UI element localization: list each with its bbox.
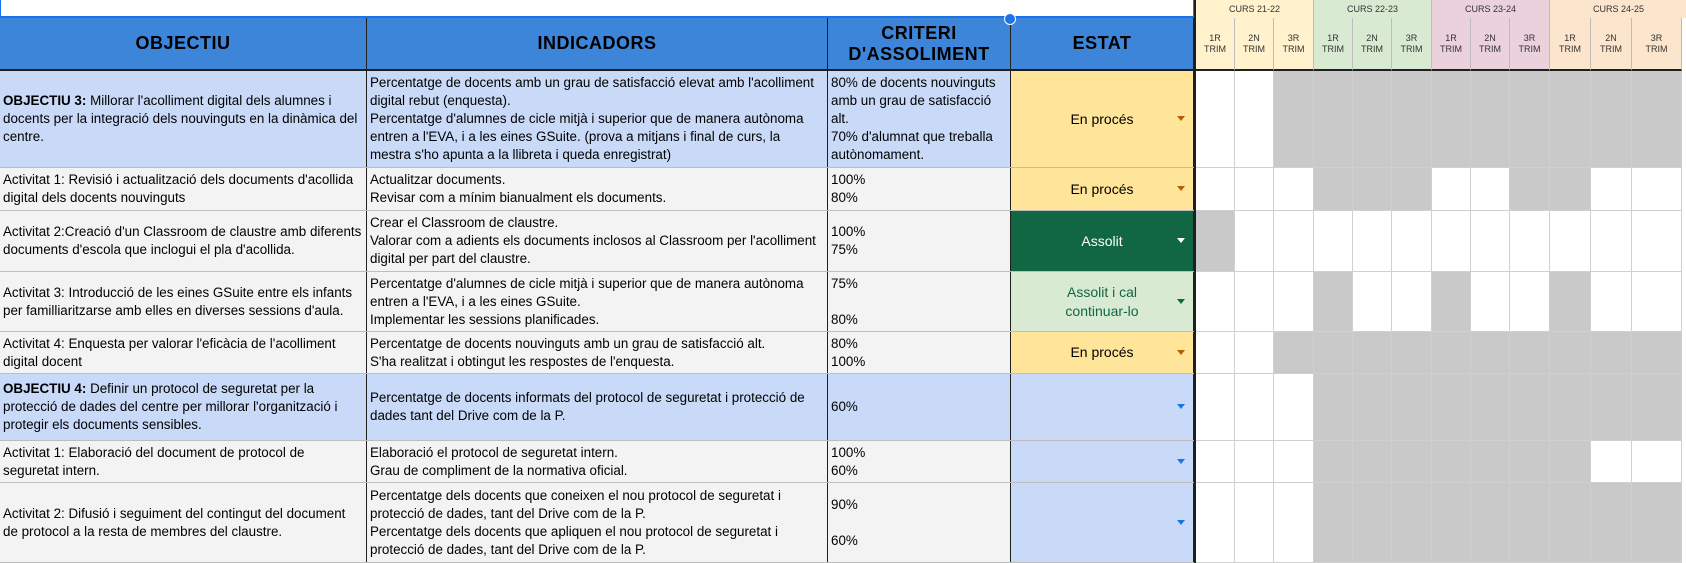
schedule-cell[interactable] bbox=[1392, 441, 1432, 483]
schedule-cell[interactable] bbox=[1353, 374, 1392, 441]
schedule-cell[interactable] bbox=[1392, 272, 1432, 332]
schedule-cell[interactable] bbox=[1471, 211, 1510, 272]
objective-number: OBJECTIU 3: bbox=[3, 93, 87, 108]
estat-value: En procés bbox=[1070, 180, 1134, 197]
schedule-cell[interactable] bbox=[1196, 483, 1235, 563]
schedule-cell[interactable] bbox=[1314, 441, 1353, 483]
schedule-cell[interactable] bbox=[1550, 211, 1591, 272]
schedule-cell[interactable] bbox=[1510, 441, 1550, 483]
indicadors-cell[interactable] bbox=[367, 374, 828, 440]
schedule-cell[interactable] bbox=[1353, 211, 1392, 272]
criteri-cell[interactable] bbox=[828, 71, 1011, 167]
schedule-cell[interactable] bbox=[1432, 272, 1471, 332]
criteri-text: 100% 75% bbox=[831, 224, 866, 257]
schedule-cell[interactable] bbox=[1353, 71, 1392, 168]
schedule-cell[interactable] bbox=[1353, 441, 1392, 483]
activity-cell[interactable] bbox=[0, 272, 367, 331]
schedule-cell[interactable] bbox=[1550, 272, 1591, 332]
schedule-cell[interactable] bbox=[1274, 71, 1314, 168]
estat-value: En procés bbox=[1070, 110, 1134, 127]
indicadors-cell[interactable] bbox=[367, 272, 828, 331]
course-header[interactable]: CURS 23-24 bbox=[1432, 0, 1550, 18]
schedule-cell[interactable] bbox=[1274, 441, 1314, 483]
schedule-cell[interactable] bbox=[1314, 168, 1353, 211]
schedule-cell[interactable] bbox=[1392, 168, 1432, 211]
schedule-cell[interactable] bbox=[1510, 332, 1550, 374]
course-header[interactable]: CURS 22-23 bbox=[1314, 0, 1432, 18]
header-estat[interactable]: ESTAT bbox=[1011, 18, 1194, 71]
schedule-cell[interactable] bbox=[1274, 332, 1314, 374]
table-row bbox=[0, 272, 1194, 332]
selection-fill-handle[interactable] bbox=[1004, 13, 1016, 25]
schedule-cell[interactable] bbox=[1591, 168, 1632, 211]
schedule-cell[interactable] bbox=[1632, 332, 1682, 374]
schedule-cell[interactable] bbox=[1196, 211, 1235, 272]
schedule-cell[interactable] bbox=[1632, 168, 1682, 211]
schedule-cell[interactable] bbox=[1274, 168, 1314, 211]
table-row bbox=[0, 332, 1194, 374]
indicadors-text: Percentatge de docents informats del protocol de seguretat i protecció de dades tant del Drive com de la P. bbox=[370, 390, 805, 423]
schedule-cell[interactable] bbox=[1550, 441, 1591, 483]
schedule-cell[interactable] bbox=[1510, 272, 1550, 332]
schedule-cell[interactable] bbox=[1353, 483, 1392, 563]
schedule-cell[interactable] bbox=[1196, 272, 1235, 332]
criteri-text: 100% 80% bbox=[831, 172, 866, 205]
schedule-cell[interactable] bbox=[1471, 441, 1510, 483]
table-row bbox=[0, 441, 1194, 483]
schedule-cell[interactable] bbox=[1235, 272, 1274, 332]
schedule-cell[interactable] bbox=[1471, 168, 1510, 211]
schedule-cell[interactable] bbox=[1591, 441, 1632, 483]
trimester-header[interactable]: 3R TRIM bbox=[1510, 18, 1550, 71]
activity-cell[interactable] bbox=[0, 483, 367, 562]
schedule-cell[interactable] bbox=[1510, 71, 1550, 168]
indicadors-cell[interactable] bbox=[367, 168, 828, 210]
schedule-cell[interactable] bbox=[1471, 272, 1510, 332]
schedule-cell[interactable] bbox=[1314, 332, 1353, 374]
table-row bbox=[0, 211, 1194, 272]
schedule-cell[interactable] bbox=[1632, 211, 1682, 272]
estat-dropdown[interactable] bbox=[1011, 211, 1194, 271]
schedule-cell[interactable] bbox=[1591, 272, 1632, 332]
criteri-text: 80% 100% bbox=[831, 335, 866, 369]
estat-dropdown[interactable] bbox=[1011, 483, 1194, 562]
objective-cell[interactable] bbox=[0, 374, 367, 440]
schedule-cell[interactable] bbox=[1471, 483, 1510, 563]
schedule-cell[interactable] bbox=[1235, 332, 1274, 374]
indicadors-text: Percentatge de docents nouvinguts amb un grau de satisfacció alt. S'ha realitzat i obtingut les respostes de l'enquesta. bbox=[370, 335, 766, 369]
schedule-cell[interactable] bbox=[1314, 71, 1353, 168]
course-header[interactable]: CURS 21-22 bbox=[1196, 0, 1314, 18]
schedule-cell[interactable] bbox=[1632, 483, 1682, 563]
criteri-cell[interactable] bbox=[828, 272, 1011, 331]
schedule-cell[interactable] bbox=[1510, 211, 1550, 272]
schedule-cell[interactable] bbox=[1471, 374, 1510, 441]
schedule-cell[interactable] bbox=[1274, 211, 1314, 272]
schedule-cell[interactable] bbox=[1471, 332, 1510, 374]
course-header[interactable]: CURS 24-25 bbox=[1550, 0, 1686, 18]
schedule-cell[interactable] bbox=[1432, 374, 1471, 441]
criteri-text: 80% de docents nouvinguts amb un grau de satisfacció alt. 70% d'alumnat que treballa autònomament. bbox=[831, 75, 996, 162]
indicadors-cell[interactable] bbox=[367, 441, 828, 482]
row-description: Activitat 1: Elaboració del document de protocol de seguretat intern. bbox=[3, 444, 305, 478]
row-description: Activitat 2:Creació d'un Classroom de claustre amb diferents documents d'escola que inclogui el pla d'acollida. bbox=[3, 224, 362, 257]
schedule-cell[interactable] bbox=[1392, 332, 1432, 374]
criteri-cell[interactable] bbox=[828, 441, 1011, 482]
row-description: Definir un protocol de seguretat per la protecció de dades del centre per millorar l'organització i protegir els documents sensibles. bbox=[3, 381, 338, 432]
schedule-cell[interactable] bbox=[1196, 168, 1235, 211]
trimester-header[interactable]: 1R TRIM bbox=[1550, 18, 1591, 71]
trimester-header[interactable]: 2N TRIM bbox=[1591, 18, 1632, 71]
schedule-cell[interactable] bbox=[1432, 211, 1471, 272]
schedule-cell[interactable] bbox=[1632, 441, 1682, 483]
estat-dropdown[interactable] bbox=[1011, 374, 1194, 440]
dropdown-arrow-icon[interactable] bbox=[1177, 116, 1185, 121]
schedule-cell[interactable] bbox=[1314, 272, 1353, 332]
indicadors-cell[interactable] bbox=[367, 483, 828, 562]
schedule-cell[interactable] bbox=[1510, 374, 1550, 441]
criteri-cell[interactable] bbox=[828, 168, 1011, 210]
trimester-header[interactable]: 1R TRIM bbox=[1314, 18, 1353, 71]
schedule-cell[interactable] bbox=[1550, 374, 1591, 441]
trimester-header[interactable]: 2N TRIM bbox=[1235, 18, 1274, 71]
schedule-cell[interactable] bbox=[1353, 168, 1392, 211]
schedule-cell[interactable] bbox=[1235, 441, 1274, 483]
table-row bbox=[0, 483, 1194, 563]
dropdown-arrow-icon[interactable] bbox=[1177, 299, 1185, 304]
dropdown-arrow-icon[interactable] bbox=[1177, 238, 1185, 243]
schedule-cell[interactable] bbox=[1432, 71, 1471, 168]
schedule-cell[interactable] bbox=[1235, 483, 1274, 563]
indicadors-text: Percentatge de docents amb un grau de satisfacció elevat amb l'acolliment digital rebut (enquesta). Percentatge d'alumnes de cicle mitjà i superior que de manera autònoma entren a l'EVA, i a les eines GSuite. (prova a mitjans i final de curs, la mestra s'ho apunta a la llibreta i queda enregistrat) bbox=[370, 75, 814, 162]
table-row bbox=[0, 374, 1194, 441]
activity-cell[interactable] bbox=[0, 332, 367, 373]
header-criteri[interactable]: CRITERI D'ASSOLIMENT bbox=[828, 18, 1011, 71]
schedule-cell[interactable] bbox=[1392, 483, 1432, 563]
schedule-cell[interactable] bbox=[1550, 168, 1591, 211]
schedule-grid bbox=[1194, 0, 1686, 563]
trimester-header[interactable]: 3R TRIM bbox=[1392, 18, 1432, 71]
criteri-cell[interactable] bbox=[828, 211, 1011, 271]
criteri-text: 90% 60% bbox=[831, 496, 858, 548]
schedule-cell[interactable] bbox=[1471, 71, 1510, 168]
trimester-header[interactable]: 3R TRIM bbox=[1274, 18, 1314, 71]
estat-dropdown[interactable] bbox=[1011, 272, 1194, 331]
indicadors-cell[interactable] bbox=[367, 71, 828, 167]
schedule-cell[interactable] bbox=[1591, 332, 1632, 374]
schedule-cell[interactable] bbox=[1550, 332, 1591, 374]
schedule-cell[interactable] bbox=[1392, 211, 1432, 272]
criteri-cell[interactable] bbox=[828, 332, 1011, 373]
row-description: Millorar l'acolliment digital dels alumnes i docents per la integració dels nouvinguts en la dinàmica del centre. bbox=[3, 93, 358, 144]
row-description: Activitat 2: Difusió i seguiment del contingut del document de protocol a la resta de membres del claustre. bbox=[3, 505, 346, 539]
row-description: Activitat 1: Revisió i actualització dels documents d'acollida digital dels docents nouvinguts bbox=[3, 172, 354, 205]
indicadors-text: Elaboració el protocol de seguretat intern. Grau de compliment de la normativa oficial. bbox=[370, 444, 628, 478]
schedule-cell[interactable] bbox=[1235, 374, 1274, 441]
schedule-cell[interactable] bbox=[1196, 332, 1235, 374]
estat-value: Assolit bbox=[1081, 232, 1123, 249]
indicadors-text: Actualitzar documents. Revisar com a mínim bianualment els documents. bbox=[370, 172, 667, 205]
schedule-cell[interactable] bbox=[1632, 71, 1682, 168]
criteri-text: 60% bbox=[831, 399, 858, 414]
activity-cell[interactable] bbox=[0, 211, 367, 271]
activity-cell[interactable] bbox=[0, 168, 367, 210]
dropdown-arrow-icon[interactable] bbox=[1177, 350, 1185, 355]
schedule-cell[interactable] bbox=[1591, 71, 1632, 168]
schedule-cell[interactable] bbox=[1510, 168, 1550, 211]
schedule-cell[interactable] bbox=[1196, 71, 1235, 168]
schedule-cell[interactable] bbox=[1550, 71, 1591, 168]
schedule-cell[interactable] bbox=[1591, 374, 1632, 441]
dropdown-arrow-icon[interactable] bbox=[1177, 520, 1185, 525]
schedule-cell[interactable] bbox=[1432, 168, 1471, 211]
estat-dropdown[interactable] bbox=[1011, 332, 1194, 373]
estat-dropdown[interactable] bbox=[1011, 71, 1194, 167]
schedule-cell[interactable] bbox=[1392, 374, 1432, 441]
indicadors-cell[interactable] bbox=[367, 332, 828, 373]
schedule-cell[interactable] bbox=[1392, 71, 1432, 168]
schedule-cell[interactable] bbox=[1510, 483, 1550, 563]
schedule-cell[interactable] bbox=[1235, 71, 1274, 168]
criteri-cell[interactable] bbox=[828, 374, 1011, 440]
schedule-cell[interactable] bbox=[1591, 483, 1632, 563]
objective-cell[interactable] bbox=[0, 71, 367, 167]
estat-dropdown[interactable] bbox=[1011, 441, 1194, 482]
schedule-cell[interactable] bbox=[1314, 211, 1353, 272]
table-row bbox=[0, 71, 1194, 168]
criteri-text: 75% 80% bbox=[831, 275, 858, 327]
indicadors-cell[interactable] bbox=[367, 211, 828, 271]
header-objectiu[interactable]: OBJECTIU bbox=[0, 18, 367, 71]
schedule-cell[interactable] bbox=[1314, 374, 1353, 441]
row-description: Activitat 3: Introducció de les eines GSuite entre els infants per familliaritzarse amb elles en diverses sessions d'aula. bbox=[3, 284, 353, 318]
estat-dropdown[interactable] bbox=[1011, 168, 1194, 210]
table-row bbox=[0, 168, 1194, 211]
criteri-cell[interactable] bbox=[828, 483, 1011, 562]
schedule-cell[interactable] bbox=[1632, 374, 1682, 441]
schedule-cell[interactable] bbox=[1274, 374, 1314, 441]
schedule-cell[interactable] bbox=[1314, 483, 1353, 563]
trimester-header[interactable]: 3R TRIM bbox=[1632, 18, 1682, 71]
schedule-cell[interactable] bbox=[1235, 211, 1274, 272]
indicadors-text: Percentatge d'alumnes de cicle mitjà i superior que de manera autònoma entren a l'EVA, i a les eines GSuite. Implementar les sessions planificades. bbox=[370, 275, 804, 327]
estat-value: Assolit i cal continuar-lo bbox=[1065, 283, 1139, 319]
schedule-cell[interactable] bbox=[1235, 168, 1274, 211]
schedule-cell[interactable] bbox=[1196, 441, 1235, 483]
dropdown-arrow-icon[interactable] bbox=[1177, 404, 1185, 409]
schedule-cell[interactable] bbox=[1591, 211, 1632, 272]
schedule-cell[interactable] bbox=[1274, 272, 1314, 332]
estat-value: En procés bbox=[1070, 344, 1134, 360]
schedule-cell[interactable] bbox=[1432, 483, 1471, 563]
indicadors-text: Percentatge dels docents que coneixen el nou protocol de seguretat i protecció de dades, tant del Drive com de la P. Percentatge dels docents que apliquen el nou protocol de seguretat i protecció de dades, tant del Drive com de la P. bbox=[370, 487, 781, 557]
schedule-cell[interactable] bbox=[1196, 374, 1235, 441]
schedule-cell[interactable] bbox=[1274, 483, 1314, 563]
schedule-cell[interactable] bbox=[1353, 332, 1392, 374]
dropdown-arrow-icon[interactable] bbox=[1177, 459, 1185, 464]
indicadors-text: Crear el Classroom de claustre. Valorar com a adients els documents inclosos al Classroom per l'acolliment digital per part del claustre. bbox=[370, 215, 816, 266]
dropdown-arrow-icon[interactable] bbox=[1177, 186, 1185, 191]
row-description: Activitat 4: Enquesta per valorar l'eficàcia de l'acolliment digital docent bbox=[3, 335, 336, 369]
trimester-header[interactable]: 1R TRIM bbox=[1432, 18, 1471, 71]
activity-cell[interactable] bbox=[0, 441, 367, 482]
schedule-cell[interactable] bbox=[1353, 272, 1392, 332]
schedule-cell[interactable] bbox=[1432, 332, 1471, 374]
trimester-header[interactable]: 2N TRIM bbox=[1353, 18, 1392, 71]
criteri-text: 100% 60% bbox=[831, 444, 866, 478]
trimester-header[interactable]: 1R TRIM bbox=[1196, 18, 1235, 71]
header-indicadors[interactable]: INDICADORS bbox=[367, 18, 828, 71]
schedule-cell[interactable] bbox=[1432, 441, 1471, 483]
trimester-header[interactable]: 2N TRIM bbox=[1471, 18, 1510, 71]
schedule-cell[interactable] bbox=[1550, 483, 1591, 563]
objective-number: OBJECTIU 4: bbox=[3, 381, 87, 396]
schedule-cell[interactable] bbox=[1632, 272, 1682, 332]
